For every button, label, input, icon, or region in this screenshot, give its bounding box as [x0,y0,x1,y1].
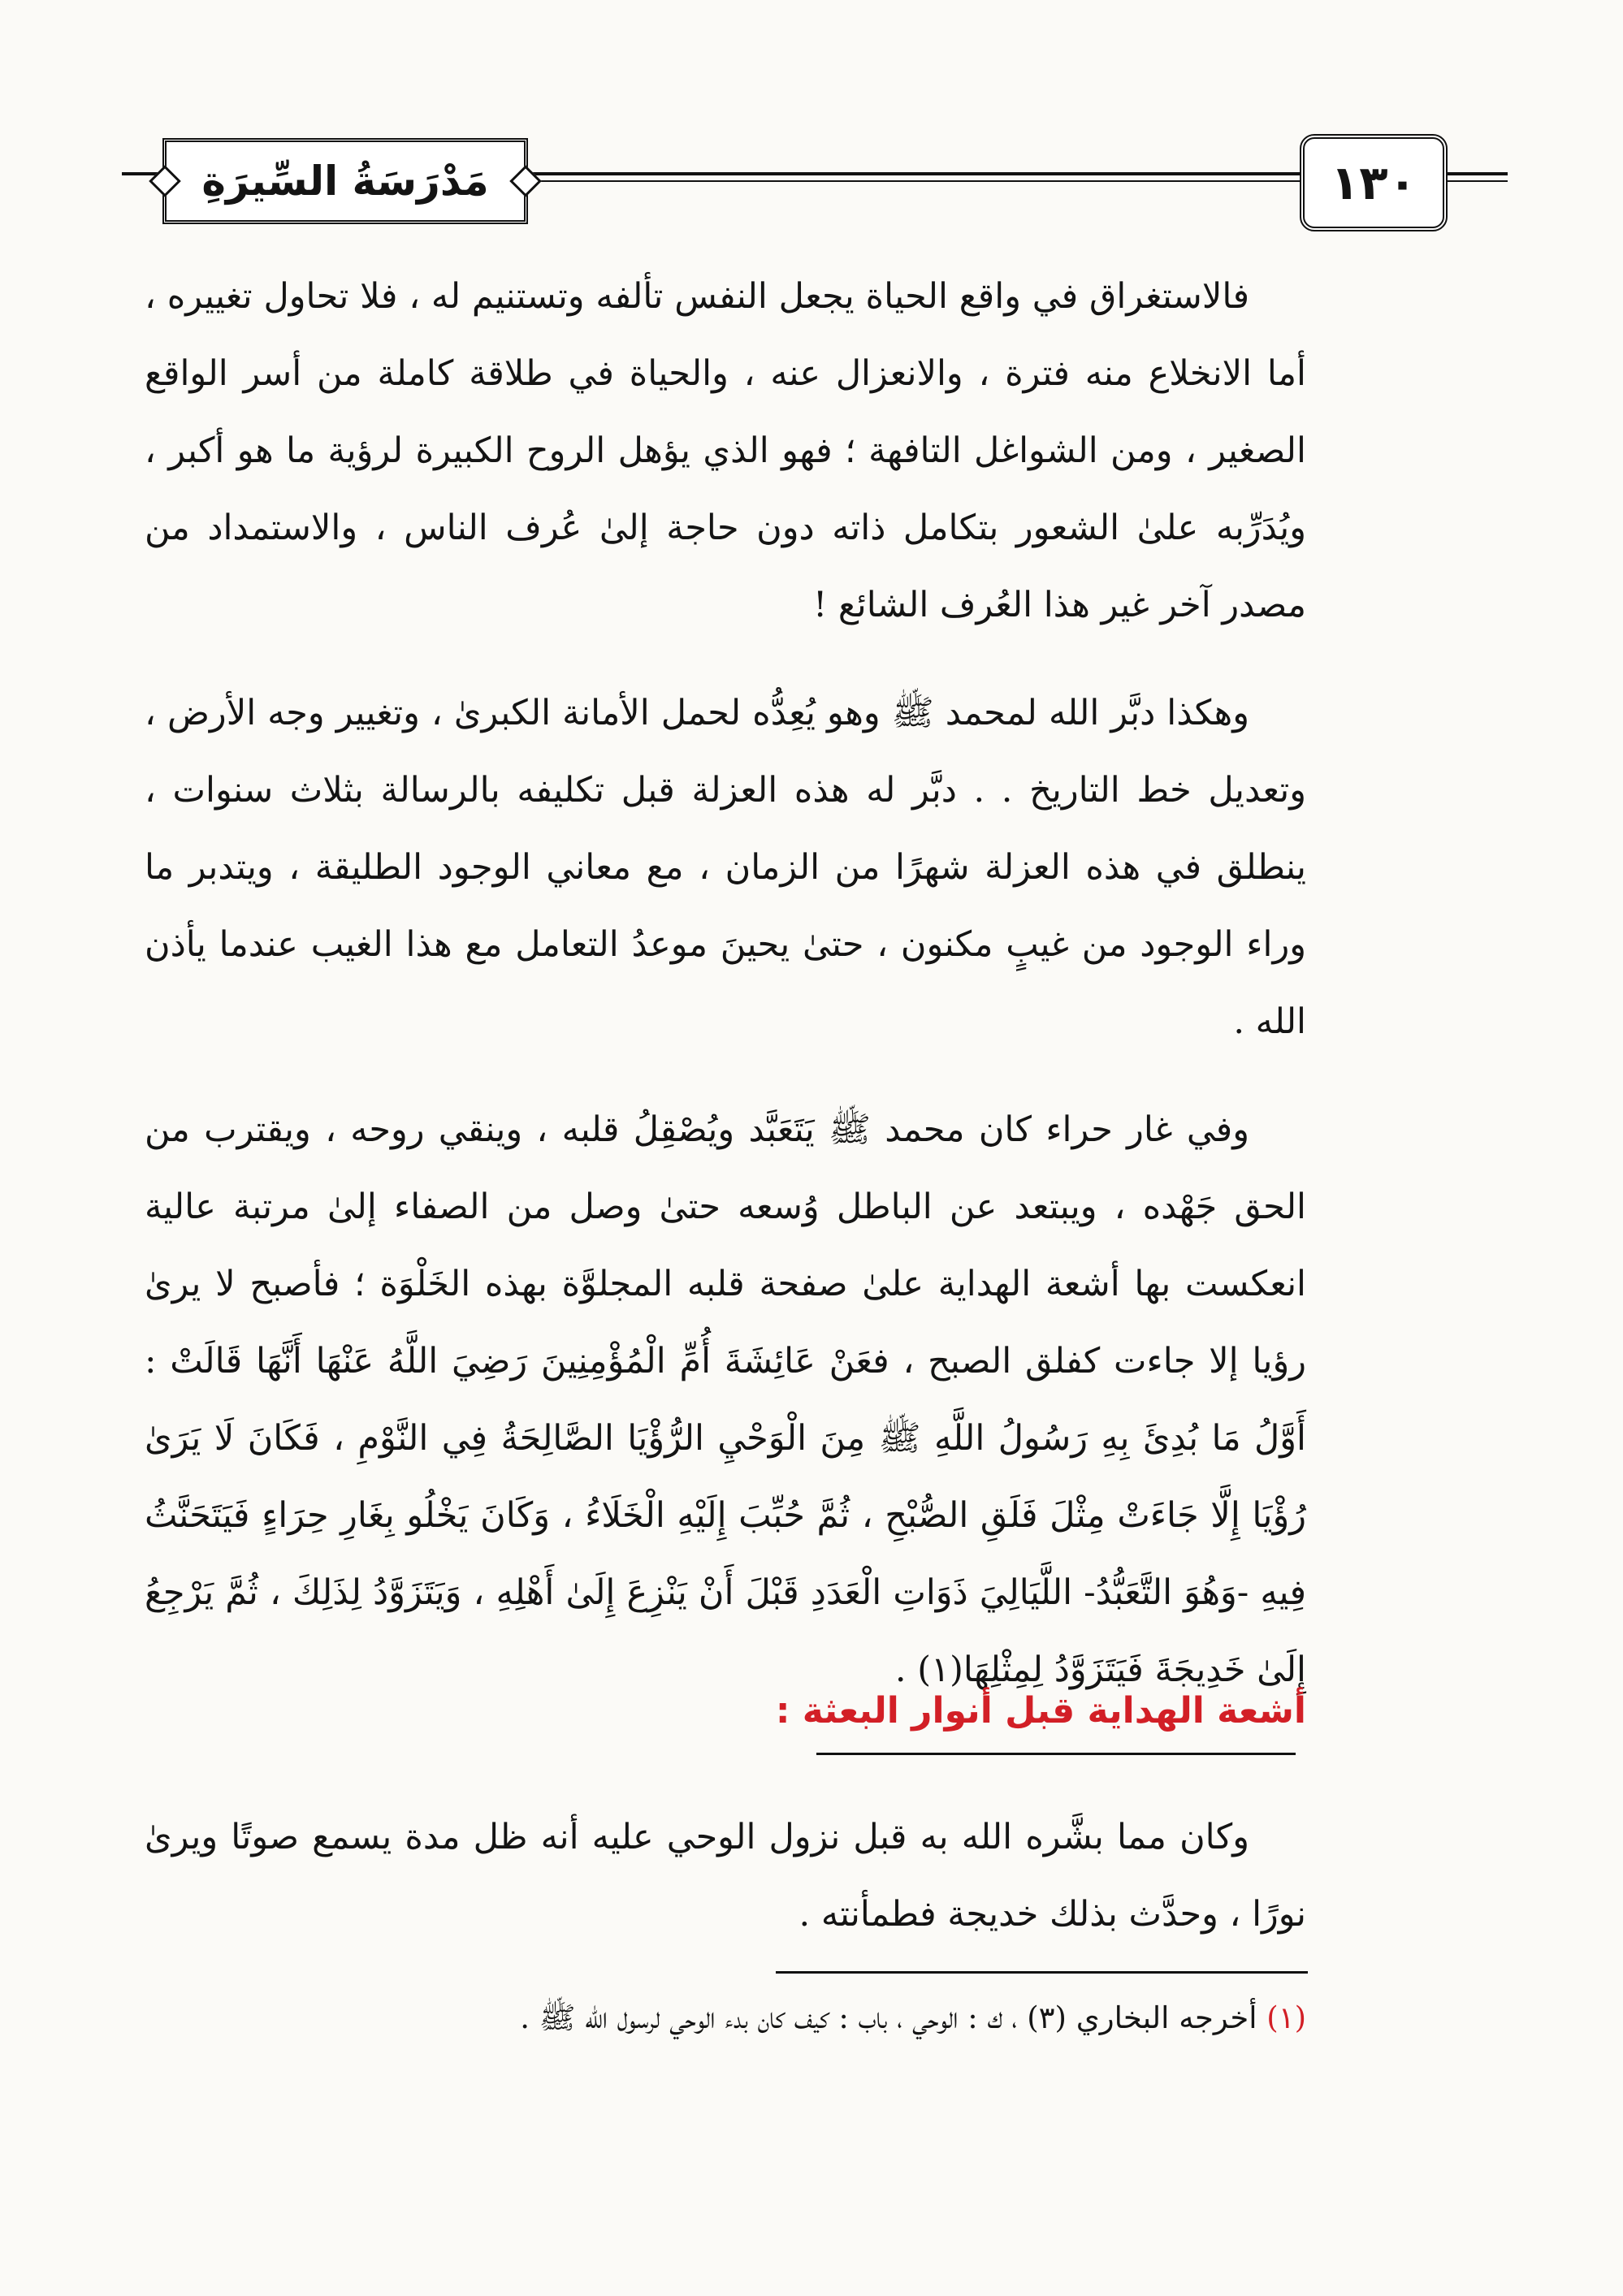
book-title: مَدْرَسَةُ السِّيرَةِ [201,158,489,205]
paragraph: وهكذا دبَّر الله لمحمد ﷺ وهو يُعِدُّه لحمل الأمانة الكبرىٰ ، وتغيير وجه الأرض ، وتعديل خط التاريخ . . دبَّر له هذه العزلة قبل تكليفه بالرسالة بثلاث سنوات ، ينطلق في هذه العزلة شهرًا من الزمان ، مع معاني الوجود الطليقة ، ويتدبر ما وراء الوجود من غيبٍ مكنون ، حتىٰ يحينَ موعدُ التعامل مع هذا الغيب عندما يأذن الله . [145,693,1306,1042]
footnote-marker: (١) [1266,2000,1306,2035]
section-text [145,1799,1306,1953]
header-rule-right [1443,172,1508,175]
footnote [145,1994,1306,2043]
header-rule-left-thin [528,180,1300,182]
page-header [138,130,1417,236]
header-rule-left [528,172,1300,175]
footnote-text: أخرجه البخاري (٣) ، ك : الوحي ، باب : كيف كان بدء الوحي لرسول الله ﷺ . [520,2000,1257,2035]
book-title-cartouche [162,138,528,224]
page-number-cartouche [1300,134,1448,231]
section-heading-block [145,1685,1306,1737]
section-heading-underline [816,1753,1296,1755]
page-number: ١٣٠ [1330,155,1417,210]
section-heading: أشعة الهداية قبل أنوار البعثة : [775,1690,1306,1732]
paragraph: وفي غار حراء كان محمد ﷺ يَتَعَبَّد ويُصْقِلُ قلبه ، وينقي روحه ، ويقترب من الحق جَهْده ، ويبتعد عن الباطل وُسعه حتىٰ وصل من الصفاء إلىٰ مرتبة عالية انعكست بها أشعة الهداية علىٰ صفحة قلبه المجلوَّة بهذه الخَلْوَة ؛ فأصبح لا يرىٰ رؤيا إلا جاءت كفلق الصبح ، فعَنْ عَائِشَةَ أُمِّ الْمُؤْمِنِينَ رَضِيَ اللَّهُ عَنْهَا أَنَّهَا قَالَتْ : أَوَّلُ مَا بُدِئَ بِهِ رَسُولُ اللَّهِ ﷺ مِنَ الْوَحْيِ الرُّؤْيَا الصَّالِحَةُ فِي النَّوْمِ ، فَكَانَ لَا يَرَىٰ رُؤْيَا إِلَّا جَاءَتْ مِثْلَ فَلَقِ الصُّبْحِ ، ثُمَّ حُبِّبَ إِلَيْهِ الْخَلَاءُ ، وَكَانَ يَخْلُو بِغَارِ حِرَاءٍ فَيَتَحَنَّثُ فِيهِ -وَهُوَ التَّعَبُّدُ- اللَّيَالِيَ ذَوَاتِ الْعَدَدِ قَبْلَ أَنْ يَنْزِعَ إِلَىٰ أَهْلِهِ ، وَيَتَزَوَّدُ لِذَلِكَ ، ثُمَّ يَرْجِعُ إِلَىٰ خَدِيجَةَ فَيَتَزَوَّدُ لِمِثْلِهَا(١) . [145,1109,1306,1690]
paragraph: وكان مما بشَّره الله به قبل نزول الوحي عليه أنه ظل مدة يسمع صوتًا ويرىٰ نورًا ، وحدَّث بذلك خديجة فطمأنته . [145,1817,1306,1935]
paragraph: فالاستغراق في واقع الحياة يجعل النفس تألفه وتستنيم له ، فلا تحاول تغييره ، أما الانخلاع منه فترة ، والانعزال عنه ، والحياة في طلاقة كاملة من أسر الواقع الصغير ، ومن الشواغل التافهة ؛ فهو الذي يؤهل الروح الكبيرة لرؤية ما هو أكبر ، ويُدَرِّبه علىٰ الشعور بتكامل ذاته دون حاجة إلىٰ عُرف الناس ، والاستمداد من مصدر آخر غير هذا العُرف الشائع ! [145,276,1306,625]
footnote-separator [776,1971,1308,1974]
header-rule-right-thin [1443,180,1508,182]
main-text [145,258,1306,1740]
